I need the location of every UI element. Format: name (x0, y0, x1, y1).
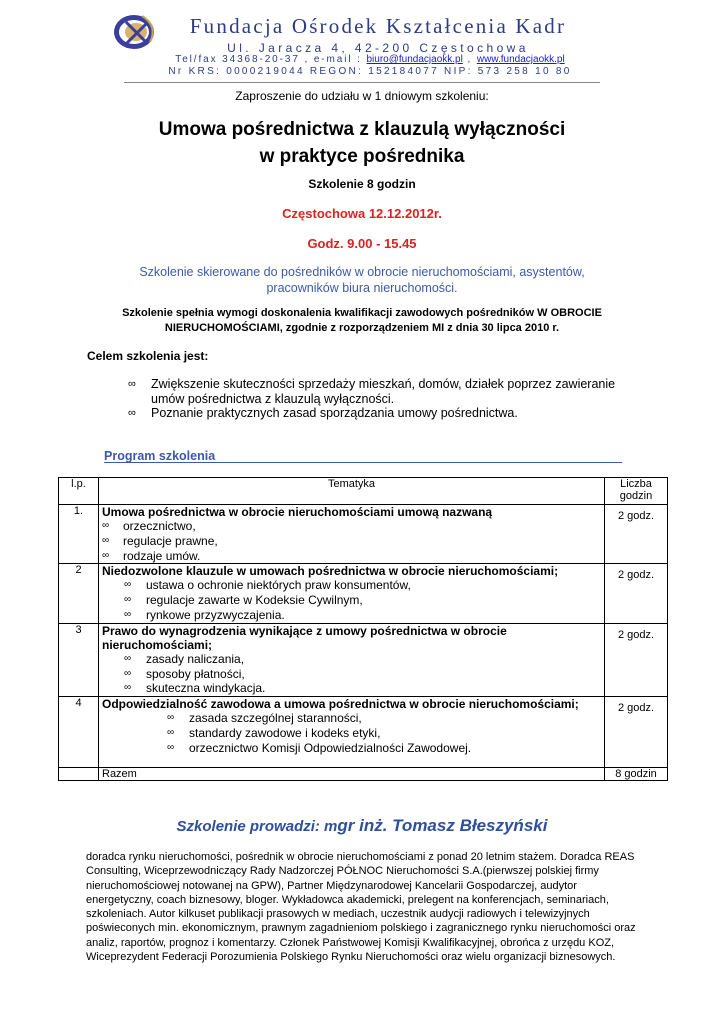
row-subitem-text: regulacje zawarte w Kodeksie Cywilnym, (146, 593, 363, 608)
bio-line: szkoleniach. Autor kilkuset publikacji prasowych w mediach, uczestnik audycji radiowych i telewizyjnych (86, 908, 590, 921)
bio-line: energetyczny, coach biznesowy, bloger. Wykładowca akademicki, prelegent na konferencjach, seminariach, (86, 893, 609, 906)
row-topic (99, 505, 605, 564)
row-number: 1. (59, 505, 99, 564)
letterhead-divider (124, 82, 600, 83)
row-hours: 2 godz. (605, 623, 668, 696)
row-title: Prawo do wynagrodzenia wynikające z umowy pośrednictwa w obrocie nieruchomościami; (102, 623, 507, 652)
total-hours: 8 godzin (605, 768, 668, 781)
trainer-heading (0, 816, 724, 836)
target-audience-line2: pracowników biura nieruchomości. (266, 281, 458, 295)
bullet-icon: ∞ (167, 712, 175, 724)
row-subitem-text: rynkowe przyzwyczajenia. (146, 607, 285, 622)
bio-line: Wiceprezydent Federacji Porozumienia Polskiego Rynku Nieruchomości oraz wielu organizacji biznesowych. (86, 951, 616, 964)
program-heading: Program szkolenia (104, 449, 216, 463)
row-subitem-text: regulacje prawne, (123, 533, 218, 548)
goal-item (128, 406, 628, 421)
organization-address: Ul. Jaracza 4, 42-200 Częstochowa (227, 41, 529, 55)
trainer-bio (86, 850, 646, 964)
target-audience (0, 264, 724, 296)
training-title-line1: Umowa pośrednictwa z klauzulą wyłączności (158, 119, 566, 140)
row-subitem (102, 534, 601, 549)
table-header-row (59, 478, 668, 505)
qualification-note-line1: Szkolenie spełnia wymogi doskonalenia kwalifikacji zawodowych pośredników W OBROCIE (122, 307, 602, 319)
goals-heading: Celem szkolenia jest: (87, 349, 209, 363)
organization-name: Fundacja Ośrodek Kształcenia Kadr (189, 14, 567, 38)
bullet-icon: ∞ (167, 726, 175, 738)
bullet-icon: ∞ (124, 667, 132, 679)
goals-list (128, 377, 628, 421)
bullet-icon: ∞ (128, 378, 136, 390)
row-subitem-text: sposoby płatności, (146, 666, 245, 681)
target-audience-line1: Szkolenie skierowane do pośredników w obrocie nieruchomościami, asystentów, (139, 265, 585, 279)
table-total-row (59, 768, 668, 781)
bio-line: nieruchomościowej notowanej na GPW), Partner Międzynarodowej Kancelarii Gospodarczej, audytor (86, 879, 577, 892)
bio-line: doradca rynku nieruchomości, pośrednik w obrocie nieruchomościami z ponad 20 letnim stażem. Doradca REAS (86, 851, 635, 863)
bio-line: Consulting, Wiceprzewodniczący Rady Nadzorczej PÓŁNOC Nieruchomości S.A.(pierwszej polskiej firmy (86, 865, 599, 878)
row-subitem (102, 741, 601, 756)
header-lp: l.p. (59, 478, 99, 505)
row-number: 2 (59, 564, 99, 623)
header-hours-line2: godzin (619, 490, 653, 502)
program-heading-underline (104, 462, 622, 463)
row-hours: 2 godz. (605, 697, 668, 768)
row-subitem (102, 711, 601, 726)
contact-separator: , (462, 54, 477, 65)
training-hours: Godz. 9.00 - 15.45 (307, 236, 417, 251)
bullet-icon: ∞ (124, 682, 132, 694)
qualification-note (0, 306, 724, 336)
row-subitem (102, 578, 601, 593)
total-empty-cell (59, 768, 99, 781)
row-subitem-text: orzecznictwo, (123, 519, 196, 533)
website-link[interactable]: www.fundacjaokk.pl (476, 54, 565, 65)
row-hours: 2 godz. (605, 564, 668, 623)
bio-line: analiz, raportów, prognoz i komentarzy. Członek Państwowej Komisji Kwalifikacyjnej, obrońca z urzędu KOZ, (86, 936, 615, 949)
row-subitem-text: skuteczna windykacja. (146, 681, 266, 696)
bullet-icon: ∞ (102, 549, 110, 561)
row-subitem-text: rodzaje umów. (123, 548, 201, 563)
training-title (0, 116, 724, 170)
row-topic (99, 623, 605, 696)
trainer-prefix: Szkolenie prowadzi: m (176, 818, 338, 835)
table-row (59, 564, 668, 623)
bullet-icon: ∞ (102, 534, 110, 546)
goal-text: Zwiększenie skuteczności sprzedaży mieszkań, domów, działek poprzez zawieranie umów pośrednictwa z klauzulą wyłączności. (151, 377, 616, 406)
training-title-line2: w praktyce pośrednika (259, 146, 465, 167)
qualification-note-line2: NIERUCHOMOŚCIAMI, zgodnie z rozporządzeniem MI z dnia 30 lipca 2010 r. (164, 322, 560, 334)
row-subitem (102, 667, 601, 682)
row-subitem (102, 681, 601, 696)
bullet-icon: ∞ (124, 594, 132, 606)
header-topic: Tematyka (99, 478, 605, 505)
row-subitem (102, 608, 601, 623)
organization-registry: Nr KRS: 0000219044 REGON: 152184077 NIP: 573 258 10 80 (168, 66, 572, 77)
bullet-icon: ∞ (128, 407, 136, 419)
row-subitem-text: standardy zawodowe i kodeks etyki, (189, 725, 381, 740)
header-hours (605, 478, 668, 505)
row-title: Niedozwolone klauzule w umowach pośrednictwa w obrocie nieruchomościami; (102, 564, 559, 579)
organization-contact (120, 54, 620, 65)
goal-text: Poznanie praktycznych zasad sporządzania umowy pośrednictwa. (151, 406, 518, 420)
total-label: Razem (99, 768, 605, 781)
row-subitem (102, 593, 601, 608)
table-row (59, 697, 668, 768)
bullet-icon: ∞ (102, 520, 110, 531)
bullet-icon: ∞ (124, 579, 132, 591)
bullet-icon: ∞ (124, 652, 132, 664)
row-number: 4 (59, 697, 99, 768)
table-row (59, 623, 668, 696)
table-row (59, 505, 668, 564)
training-duration: Szkolenie 8 godzin (308, 177, 416, 191)
row-subitem-text: orzecznictwo Komisji Odpowiedzialności Zawodowej. (189, 740, 472, 755)
trainer-name: gr inż. Tomasz Błeszyński (337, 816, 548, 835)
training-place-date: Częstochowa 12.12.2012r. (282, 206, 442, 221)
program-table (58, 477, 668, 781)
bullet-icon: ∞ (167, 741, 175, 753)
row-subitem (102, 726, 601, 741)
header-hours-line1: Liczba (620, 478, 652, 490)
row-subitem-text: zasada szczególnej staranności, (189, 711, 362, 726)
invitation-text: Zaproszenie do udziału w 1 dniowym szkoleniu: (235, 89, 489, 103)
bio-line: poświeconych min. ekonomicznym, prawnym zagadnieniom polskiego i zagranicznego rynku nieruchomości oraz (86, 922, 636, 935)
row-subitem (102, 652, 601, 667)
bullet-icon: ∞ (124, 608, 132, 620)
row-topic (99, 564, 605, 623)
contact-phone-label: Tel/fax 34368-20-37 , e-mail : (175, 54, 362, 65)
goal-item (128, 377, 628, 406)
foundation-logo (112, 12, 160, 52)
row-topic (99, 697, 605, 768)
row-title: Odpowiedzialność zawodowa a umowa pośrednictwa w obrocie nieruchomościami; (102, 697, 579, 712)
email-link[interactable]: biuro@fundacjaokk.pl (366, 54, 463, 65)
row-title: Umowa pośrednictwa w obrocie nieruchomościami umową nazwaną (102, 505, 493, 519)
row-subitem (102, 549, 601, 564)
row-hours: 2 godz. (605, 505, 668, 564)
row-subitem-text: zasady naliczania, (146, 651, 245, 666)
row-subitem (102, 519, 601, 534)
row-subitem-text: ustawa o ochronie niektórych praw konsumentów, (146, 578, 411, 593)
row-number: 3 (59, 623, 99, 696)
